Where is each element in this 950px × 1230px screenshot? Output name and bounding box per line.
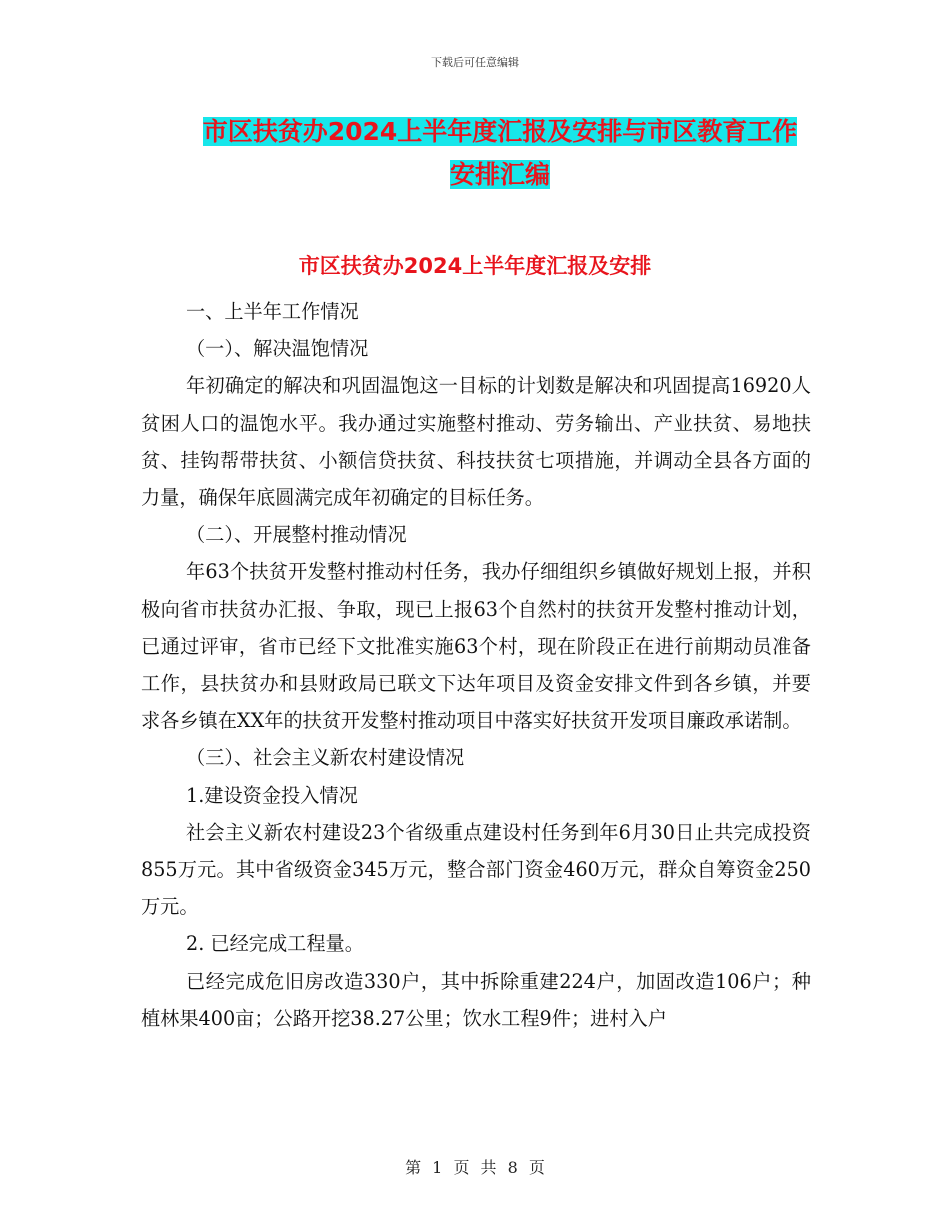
document-title [140, 110, 860, 196]
header-note: 下载后可任意编辑 [431, 56, 519, 69]
heading-first-half-work: 一、上半年工作情况 [186, 300, 359, 323]
heading-village-promotion: （二）、开展整村推动情况 [186, 523, 407, 547]
paragraph-completed-works: 已经完成危旧房改造330户，其中拆除重建224户，加固改造106户；种植林果400亩；公路开挖38.27公里；饮水工程9件；进村入户 [141, 969, 811, 1030]
paragraph-food-security: 年初确定的解决和巩固温饱这一目标的计划数是解决和巩固提高16920人贫困人口的温饱水平。我办通过实施整村推动、劳务输出、产业扶贫、易地扶贫、挂钩帮带扶贫、小额信贷扶贫、科技扶贫七项措施，并调动全县各方面的力量，确保年底圆满完成年初确定的目标任务。 [141, 374, 811, 510]
heading-food-security: （一）、解决温饱情况 [186, 337, 369, 361]
document-title-line-1: 市区扶贫办2024上半年度汇报及安排与市区教育工作 [202, 117, 798, 146]
document-body [141, 293, 811, 1037]
heading-investment: 1.建设资金投入情况 [186, 783, 358, 807]
document-title-line-2: 安排汇编 [449, 160, 550, 189]
heading-completed-works: 2. 已经完成工程量。 [186, 932, 364, 956]
page-number: 第 1 页 共 8 页 [405, 1158, 545, 1177]
heading-new-countryside: （三）、社会主义新农村建设情况 [186, 746, 465, 770]
section-title: 市区扶贫办2024上半年度汇报及安排 [298, 254, 652, 278]
paragraph-village-promotion: 年63个扶贫开发整村推动村任务，我办仔细组织乡镇做好规划上报，并积极向省市扶贫办汇报、争取，现已上报63个自然村的扶贫开发整村推动计划，已通过评审，省市已经下文批准实施63个村，现在阶段正在进行前期动员准备工作，县扶贫办和县财政局已联文下达年项目及资金安排文件到各乡镇，并要求各乡镇在XX年的扶贫开发整村推动项目中落实好扶贫开发项目廉政承诺制。 [141, 560, 811, 733]
paragraph-investment: 社会主义新农村建设23个省级重点建设村任务到年6月30日止共完成投资855万元。其中省级资金345万元，整合部门资金460万元，群众自筹资金250万元。 [141, 820, 811, 919]
